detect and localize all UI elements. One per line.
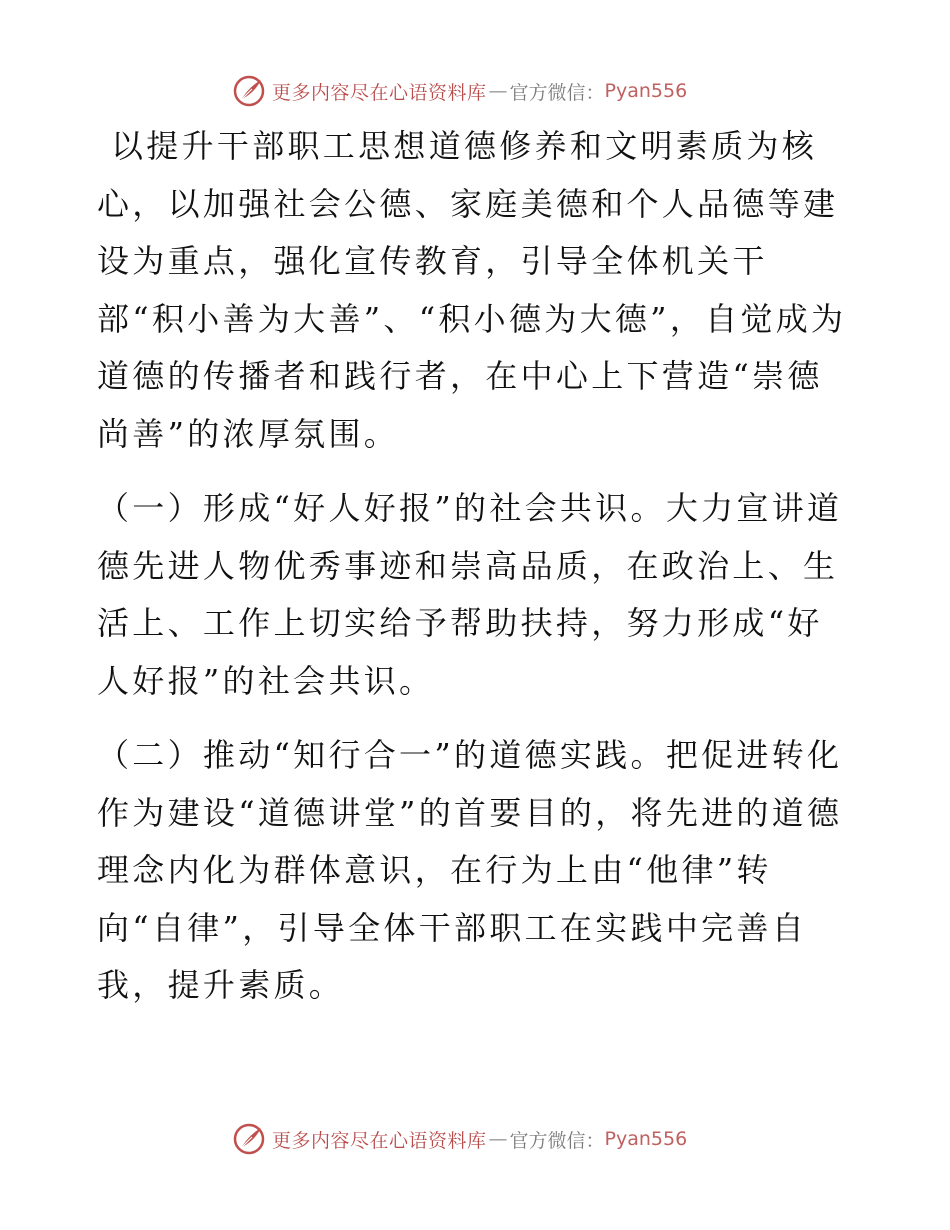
watermark-main-text: 更多内容尽在心语资料库 bbox=[272, 1129, 487, 1152]
feather-pen-logo-icon bbox=[232, 1122, 266, 1156]
watermark-wechat-id: Pyan556 bbox=[604, 1128, 688, 1150]
paragraph-intro: 以提升干部职工思想道德修养和文明素质为核心，以加强社会公德、家庭美德和个人品德等建设为重点，强化宣传教育，引导全体机关干部“积小善为大善”、“积小德为大德”，自觉成为道德的传播者和践行者，在中心上下营造“崇德尚善”的浓厚氛围。 bbox=[97, 127, 847, 453]
watermark-wechat-label: 官方微信： bbox=[509, 81, 605, 104]
watermark-wechat-label: 官方微信： bbox=[509, 1129, 605, 1152]
paragraph-section-two: （二）推动“知行合一”的道德实践。把促进转化作为建设“道德讲堂”的首要目的，将先进的道德理念内化为群体意识，在行为上由“他律”转向“自律”，引导全体干部职工在实践中完善自我，提升素质。 bbox=[97, 736, 843, 1004]
watermark-wechat-id: Pyan556 bbox=[604, 80, 688, 102]
header-watermark bbox=[232, 73, 687, 109]
watermark-main-text: 更多内容尽在心语资料库 bbox=[272, 81, 487, 104]
watermark-separator: — bbox=[488, 1128, 508, 1150]
feather-pen-logo-icon bbox=[232, 74, 266, 108]
footer-watermark bbox=[232, 1121, 687, 1157]
watermark-separator: — bbox=[488, 80, 508, 102]
document-body bbox=[97, 118, 855, 1015]
paragraph-section-one: （一）形成“好人好报”的社会共识。大力宣讲道德先进人物优秀事迹和崇高品质，在政治上、生活上、工作上切实给予帮助扶持，努力形成“好人好报”的社会共识。 bbox=[97, 489, 843, 700]
